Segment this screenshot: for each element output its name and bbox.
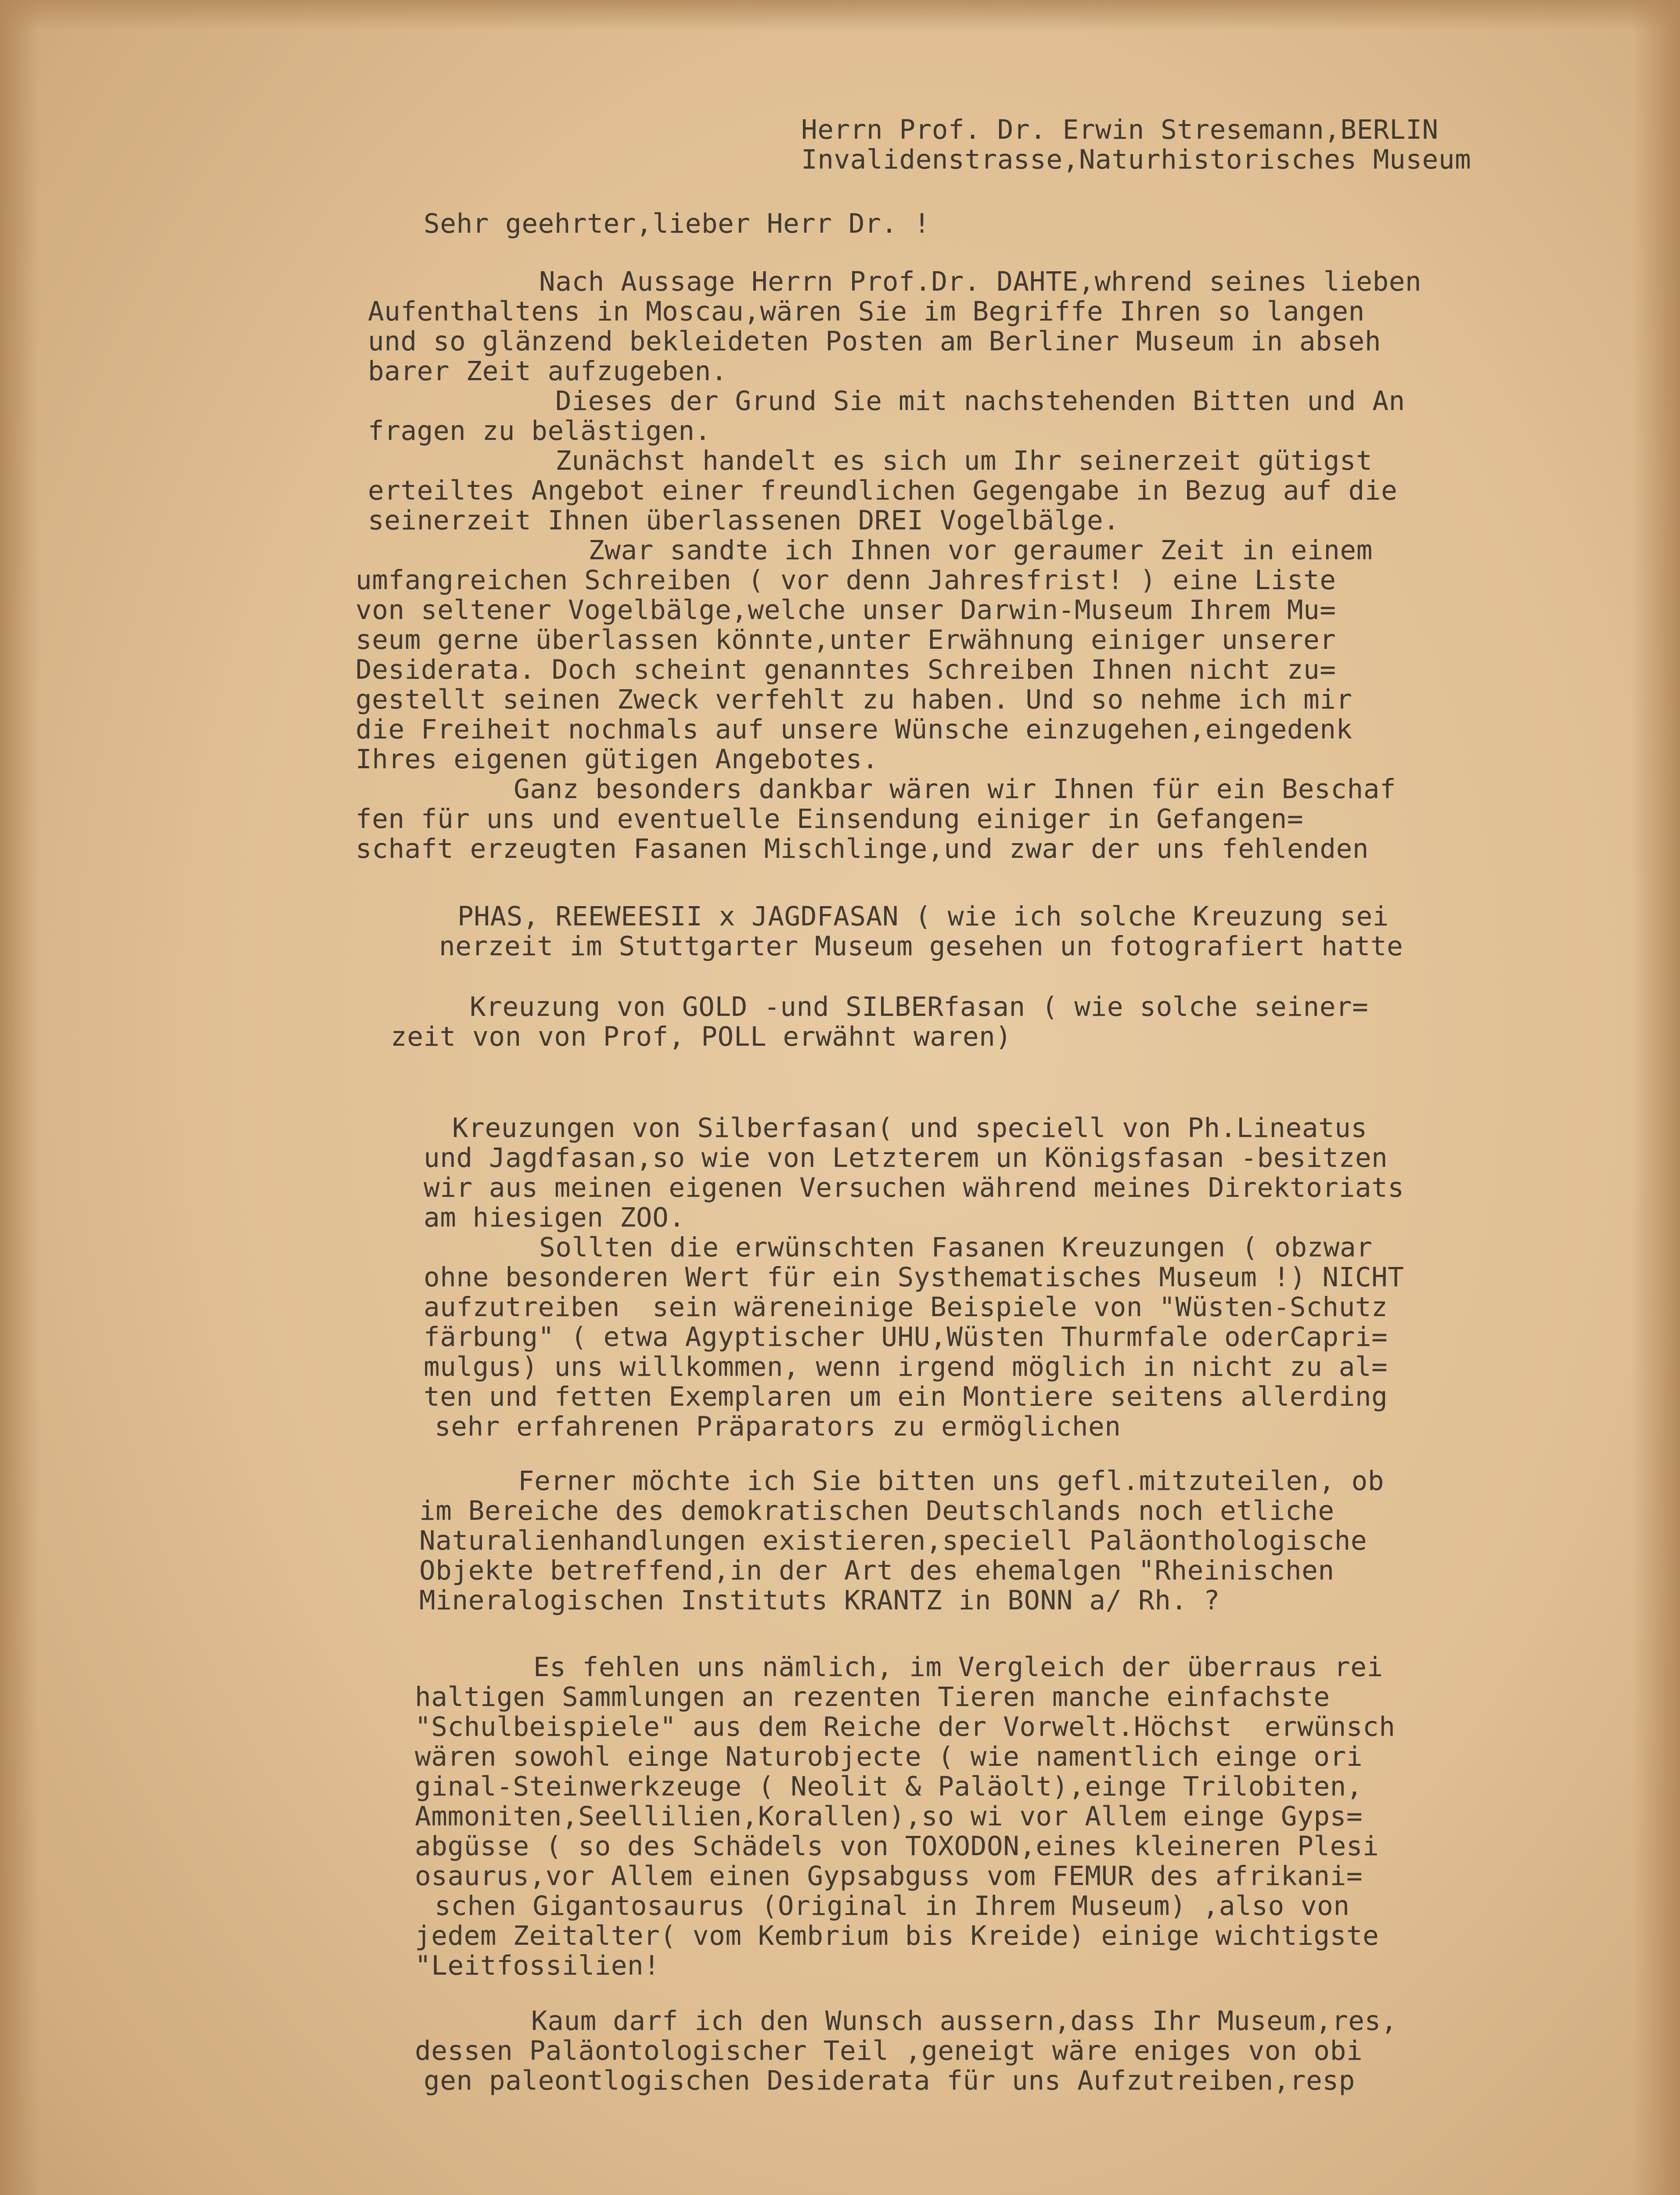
paper-edge-shadow [1632,0,1680,2195]
text-line: Ammoniten,Seellilien,Korallen),so wi vor Allem einge Gyps= [415,1801,1363,1832]
text-line: färbung" ( etwa Agyptischer UHU,Wüsten Thurmfale oderCapri= [424,1321,1388,1353]
text-line: seinerzeit Ihnen überlassenen DREI Vogelbälge. [368,505,1120,536]
paper-edge-shadow [0,0,40,2195]
recipient-line: Herrn Prof. Dr. Erwin Stresemann,BERLIN [801,114,1439,145]
text-line: schen Gigantosaurus (Original in Ihrem Museum) ,also von [435,1890,1350,1922]
text-line: zeit von von Prof, POLL erwähnt waren) [391,1021,1012,1052]
text-line: abgüsse ( so des Schädels von TOXODON,eines kleineren Plesi [415,1831,1379,1862]
text-line: seum gerne überlassen könnte,unter Erwähnung einiger unserer [356,624,1336,655]
text-line: "Schulbeispiele" aus dem Reiche der Vorwelt.Höchst erwünsch [415,1711,1396,1742]
text-line: Aufenthaltens in Moscau,wären Sie im Begriffe Ihren so langen [368,296,1365,327]
text-line: Kaum darf ich den Wunsch aussern,dass Ihr Museum,res, [531,2005,1397,2037]
text-line: Kreuzungen von Silberfasan( und speciell von Ph.Lineatus [452,1112,1367,1144]
text-line: Desiderata. Doch scheint genanntes Schreiben Ihnen nicht zu= [356,654,1336,685]
text-line: Ferner möchte ich Sie bitten uns gefl.mitzuteilen, ob [518,1465,1384,1497]
text-line: und Jagdfasan,so wie von Letzterem un Königsfasan -besitzen [424,1142,1388,1173]
text-line: ginal-Steinwerkzeuge ( Neolit & Paläolt),einge Trilobiten, [415,1771,1363,1802]
text-line: jedem Zeitalter( vom Kembrium bis Kreide) einige wichtigste [415,1920,1379,1951]
text-line: aufzutreiben sein wäreneinige Beispiele von "Wüsten-Schutz [424,1292,1388,1323]
text-line: am hiesigen ZOO. [424,1202,685,1233]
text-line: fen für uns und eventuelle Einsendung einiger in Gefangen= [356,803,1304,835]
paper-edge-shadow [0,0,1680,31]
salutation: Sehr geehrter,lieber Herr Dr. ! [424,208,930,239]
text-line: Nach Aussage Herrn Prof.Dr. DAHTE,whrend seines lieben [539,266,1422,297]
text-line: im Bereiche des demokratischen Deutschlands noch etliche [419,1495,1335,1526]
text-line: PHAS, REEWEESII x JAGDFASAN ( wie ich solche Kreuzung sei [457,901,1389,932]
text-line: erteiltes Angebot einer freundlichen Gegengabe in Bezug auf die [368,475,1398,506]
text-line: die Freiheit nochmals auf unsere Wünsche einzugehen,eingedenk [356,714,1353,745]
text-line: gestellt seinen Zweck verfehlt zu haben. Und so nehme ich mir [356,684,1353,715]
text-line: und so glänzend bekleideten Posten am Berliner Museum in abseh [368,326,1381,357]
text-line: Objekte betreffend,in der Art des ehemalgen "Rheinischen [419,1555,1335,1586]
text-line: "Leitfossilien! [415,1950,660,1981]
text-line: osaurus,vor Allem einen Gypsabguss vom FEMUR des afrikani= [415,1860,1363,1892]
text-line: umfangreichen Schreiben ( vor denn Jahresfrist! ) eine Liste [356,565,1336,596]
text-line: Zwar sandte ich Ihnen vor geraumer Zeit in einem [588,535,1373,566]
text-line: Sollten die erwünschten Fasanen Kreuzungen ( obzwar [539,1232,1373,1263]
text-line: schaft erzeugten Fasanen Mischlinge,und zwar der uns fehlenden [356,833,1369,864]
text-line: Zunächst handelt es sich um Ihr seinerzeit gütigst [555,445,1373,476]
text-line: Mineralogischen Instituts KRANTZ in BONN a/ Rh. ? [419,1585,1220,1616]
text-line: fragen zu belästigen. [368,415,711,446]
text-line: sehr erfahrenen Präparators zu ermöglichen [435,1411,1121,1442]
text-line: Ihres eigenen gütigen Angebotes. [356,744,879,775]
text-line: gen paleontlogischen Desiderata für uns Aufzutreiben,resp [424,2065,1355,2096]
text-line: wären sowohl einge Naturobjecte ( wie namentlich einge ori [415,1741,1363,1772]
text-line: ohne besonderen Wert für ein Systhematisches Museum !) NICHT [424,1262,1404,1293]
text-line: Es fehlen uns nämlich, im Vergleich der überraus rei [533,1652,1383,1683]
text-line: ten und fetten Exemplaren um ein Montiere seitens allerding [424,1381,1388,1412]
text-line: nerzeit im Stuttgarter Museum gesehen un fotografiert hatte [439,931,1403,962]
text-line: barer Zeit aufzugeben. [368,356,727,387]
text-line: von seltener Vogelbälge,welche unser Darwin-Museum Ihrem Mu= [356,594,1336,626]
recipient-address: Invalidenstrasse,Naturhistorisches Museum [801,144,1471,175]
text-line: Ganz besonders dankbar wären wir Ihnen für ein Beschaf [514,774,1396,805]
text-line: wir aus meinen eigenen Versuchen während meines Direktoriats [424,1172,1404,1203]
text-line: Dieses der Grund Sie mit nachstehenden Bitten und An [555,385,1405,417]
text-line: dessen Paläontologischer Teil ,geneigt wäre eniges von obi [415,2035,1363,2066]
text-line: Kreuzung von GOLD -und SILBERfasan ( wie solche seiner= [470,991,1369,1022]
text-line: Naturalienhandlungen existieren,speciell Paläonthologische [419,1525,1367,1556]
text-line: mulgus) uns willkommen, wenn irgend möglich in nicht zu al= [424,1351,1388,1382]
text-line: haltigen Sammlungen an rezenten Tieren manche einfachste [415,1681,1330,1713]
